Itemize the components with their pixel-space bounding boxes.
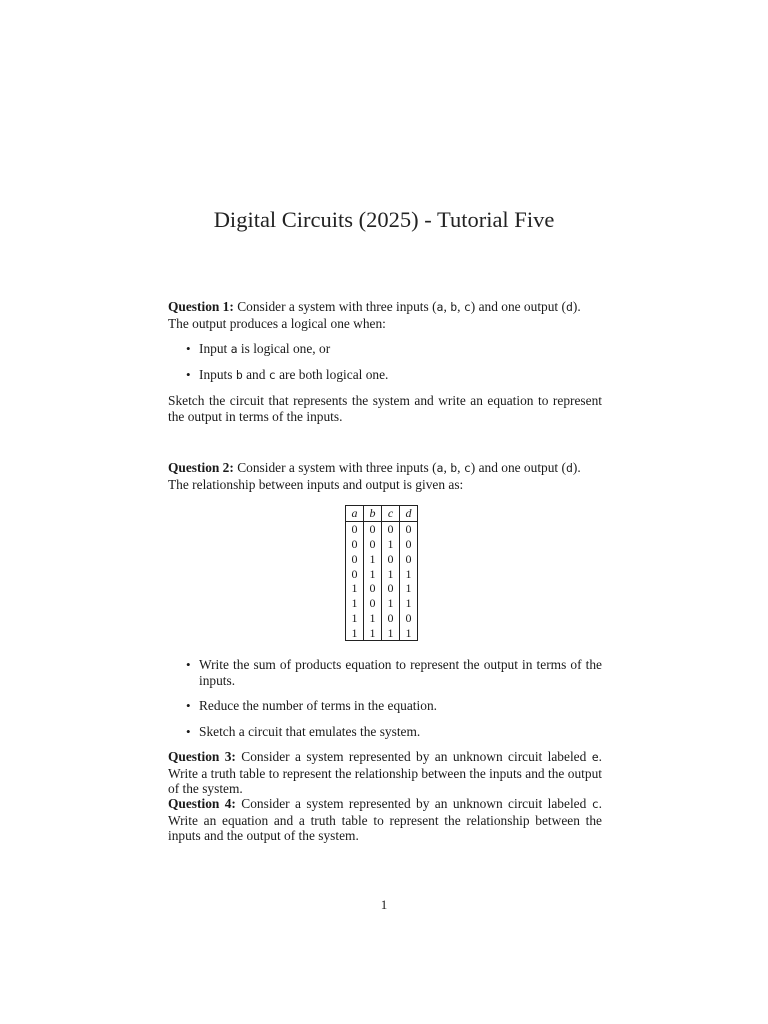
table-cell: 0 [346, 537, 364, 552]
q2-bullet-2-text: Reduce the number of terms in the equation. [199, 698, 437, 713]
q2-bullet-3-text: Sketch a circuit that emulates the system. [199, 724, 421, 739]
table-cell: 0 [400, 537, 418, 552]
q3-var: e [591, 750, 599, 764]
table-cell: 0 [364, 581, 382, 596]
q4-text-pre: Consider a system represented by an unknown circuit labeled [241, 796, 592, 811]
table-cell: 0 [364, 537, 382, 552]
q2-output-d: d [565, 461, 573, 475]
bullet-icon: • [186, 657, 191, 672]
table-row [346, 537, 418, 552]
question-2-intro [168, 460, 602, 492]
table-cell: 0 [346, 521, 364, 536]
q1-sep2: , [457, 299, 464, 314]
table-row [346, 521, 418, 536]
table-cell: 0 [346, 566, 364, 581]
q1-b2-post: are both logical one. [275, 367, 389, 382]
q3-text-post: . Write a truth table to represent the relationship between the inputs and the output of the system. [168, 749, 602, 797]
q1-b2-var2: c [268, 368, 276, 382]
q1-bullet-1 [186, 341, 602, 358]
q4-text-post: . Write an equation and a truth table to represent the relationship between the inputs and the output of the system. [168, 796, 602, 844]
bullet-icon: • [186, 341, 191, 356]
q1-text-post: ). [572, 299, 581, 314]
truth-table [345, 505, 418, 641]
q1-text-mid: ) and one output ( [470, 299, 566, 314]
page-number: 1 [380, 897, 388, 912]
table-cell: 0 [364, 521, 382, 536]
table-row [346, 625, 418, 640]
q2-input-c: c [463, 461, 471, 475]
q2-bullet-1-text: Write the sum of products equation to represent the output in terms of the inputs. [199, 657, 602, 688]
bullet-icon: • [186, 698, 191, 713]
q2-line2: The relationship between inputs and output is given as: [168, 476, 464, 492]
table-cell: 1 [346, 625, 364, 640]
q2-text-mid: ) and one output ( [470, 460, 566, 475]
table-cell: 1 [364, 625, 382, 640]
table-cell: 1 [400, 625, 418, 640]
header-a: a [346, 506, 364, 522]
q3-text-pre: Consider a system represented by an unknown circuit labeled [241, 749, 592, 764]
table-cell: 1 [364, 611, 382, 626]
q1-b2-pre: Inputs [199, 367, 236, 382]
table-cell: 0 [400, 551, 418, 566]
q1-b2-var1: b [235, 368, 243, 382]
table-cell: 1 [382, 566, 400, 581]
q1-b1-var: a [230, 342, 238, 356]
table-cell: 0 [346, 551, 364, 566]
question-4 [168, 796, 602, 844]
table-row [346, 551, 418, 566]
q1-input-b: b [450, 300, 458, 314]
table-cell: 1 [364, 566, 382, 581]
table-row [346, 596, 418, 611]
question-1-intro [168, 299, 602, 331]
table-cell: 1 [346, 596, 364, 611]
table-cell: 1 [400, 596, 418, 611]
q2-text-post: ). [572, 460, 581, 475]
q1-input-c: c [463, 300, 471, 314]
q2-input-a: a [436, 461, 444, 475]
q2-text-pre: Consider a system with three inputs ( [237, 460, 437, 475]
page-title: Digital Circuits (2025) - Tutorial Five [213, 207, 555, 232]
table-cell: 1 [346, 611, 364, 626]
table-row [346, 581, 418, 596]
q1-input-a: a [436, 300, 444, 314]
q4-var: c [591, 797, 599, 811]
table-row [346, 566, 418, 581]
header-d: d [400, 506, 418, 522]
table-cell: 1 [364, 551, 382, 566]
table-cell: 0 [382, 521, 400, 536]
table-cell: 1 [400, 566, 418, 581]
question-4-label: Question 4: [168, 796, 236, 811]
table-cell: 1 [346, 581, 364, 596]
q1-bullet-2 [186, 367, 602, 384]
q2-sep2: , [457, 460, 464, 475]
truth-table-header [346, 506, 418, 522]
q1-b2-mid: and [242, 367, 269, 382]
q2-bullet-2 [186, 698, 602, 714]
q1-line2: The output produces a logical one when: [168, 315, 386, 331]
bullet-icon: • [186, 724, 191, 739]
table-cell: 1 [382, 596, 400, 611]
q1-closing: Sketch the circuit that represents the system and write an equation to represent the output in terms of the inputs. [168, 393, 602, 424]
table-cell: 0 [382, 611, 400, 626]
q1-b1-pre: Input [199, 341, 231, 356]
table-cell: 1 [400, 581, 418, 596]
q2-bullet-1 [186, 657, 602, 688]
question-2-label: Question 2: [168, 460, 234, 475]
q1-output-d: d [565, 300, 573, 314]
bullet-icon: • [186, 367, 191, 382]
table-row [346, 611, 418, 626]
table-cell: 0 [382, 581, 400, 596]
table-cell: 0 [364, 596, 382, 611]
q1-text-pre: Consider a system with three inputs ( [237, 299, 437, 314]
table-cell: 1 [382, 537, 400, 552]
q2-sep1: , [443, 460, 451, 475]
table-cell: 0 [400, 521, 418, 536]
question-3-label: Question 3: [168, 749, 236, 764]
table-cell: 0 [400, 611, 418, 626]
question-1-label: Question 1: [168, 299, 234, 314]
question-3 [168, 749, 602, 797]
q1-sep1: , [443, 299, 451, 314]
header-c: c [382, 506, 400, 522]
table-cell: 1 [382, 625, 400, 640]
header-b: b [364, 506, 382, 522]
q2-input-b: b [450, 461, 458, 475]
q2-bullet-3 [186, 724, 602, 740]
q1-b1-post: is logical one, or [237, 341, 331, 356]
table-cell: 0 [382, 551, 400, 566]
